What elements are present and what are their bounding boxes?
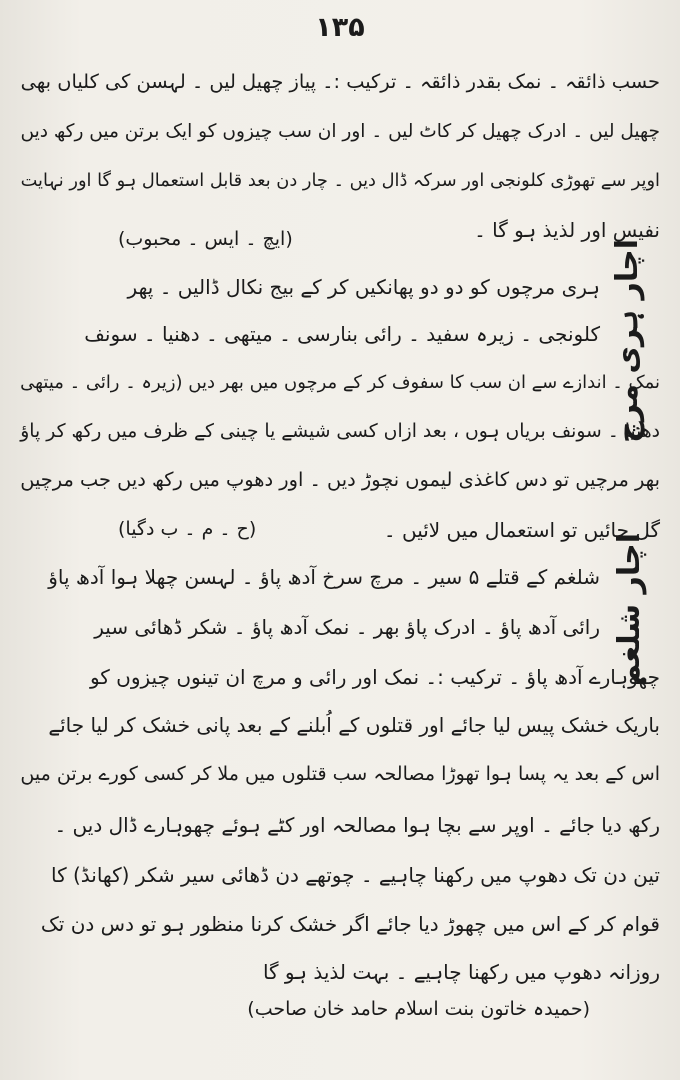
text-line: کلونجی ۔ زیرہ سفید ۔ رائی بنارسی ۔ میتھی ۔ دھنیا ۔ سونف — [84, 322, 600, 346]
text-line: نفیس اور لذیذ ہو گا ۔ — [474, 218, 660, 242]
text-line: رکھ دیا جائے ۔ اوپر سے بچا ہوا مصالحہ اور کٹے ہوئے چھوہارے ڈال دیں ۔ — [54, 813, 660, 837]
text-line: روزانہ دھوپ میں رکھنا چاہیے ۔ بہت لذیذ ہو گا — [262, 960, 660, 984]
text-line: حسب ذائقہ ۔ نمک بقدر ذائقہ ۔ ترکیب :۔ پیاز چھیل لیں ۔ لہسن کی کلیاں بھی — [20, 70, 660, 93]
text-line: نمک ۔ اندازے سے ان سب کا سفوف کر کے مرچوں میں بھر دیں (زیرہ ۔ رائی ۔ میتھی — [20, 372, 660, 393]
recipe-heading: اچار شلغم — [612, 533, 647, 687]
text-line: بھر مرچیں تو دس کاغذی لیموں نچوڑ دیں ۔ اور دھوپ میں رکھ دیں جب مرچیں — [20, 468, 660, 491]
text-line: اوپر سے تھوڑی کلونجی اور سرکہ ڈال دیں ۔ چار دن بعد قابل استعمال ہو گا اور نہایت — [20, 170, 660, 191]
text-line: چھیل لیں ۔ ادرک چھیل کر کاٹ لیں ۔ اور ان سب چیزوں کو ایک برتن میں رکھ دیں — [20, 121, 660, 142]
signature: (ح ۔ م ۔ ب دگیا) — [118, 518, 257, 540]
text-line: قوام کر کے اس میں چھوڑ دیا جائے اگر خشک کرنا منظور ہو تو دس دن تک — [40, 912, 660, 936]
text-line: اس کے بعد یہ پسا ہوا تھوڑا مصالحہ سب قتلوں میں ملا کر کسی کورے برتن میں — [20, 763, 660, 785]
text-line: تین دن تک دھوپ میں رکھنا چاہیے ۔ چوتھے دن ڈھائی سیر شکر (کھانڈ) کا — [50, 863, 660, 887]
text-line: شلغم کے قتلے ۵ سیر ۔ مرچ سرخ آدھ پاؤ ۔ لہسن چھلا ہوا آدھ پاؤ — [48, 565, 600, 589]
text-line: ہری مرچوں کو دو دو پھانکیں کر کے بیج نکال ڈالیں ۔ پھر — [127, 275, 600, 299]
text-line: چھوہارے آدھ پاؤ ۔ ترکیب :۔ نمک اور رائی و مرچ ان تینوں چیزوں کو — [89, 665, 660, 689]
recipe-heading: اچار ہری مرچ — [610, 239, 645, 443]
signature: (حمیدہ خاتون بنت اسلام حامد خان صاحب) — [247, 998, 590, 1020]
page-number: ۱۳۵ — [315, 12, 365, 43]
text-line: دھنیا ۔ سونف بریاں ہوں ، بعد ازاں کسی شیشے یا چینی کے ظرف میں رکھ کر پاؤ — [20, 421, 660, 442]
text-line: باریک خشک پیس لیا جائے اور قتلوں کے اُبلنے کے بعد پانی خشک کر لیا جائے — [48, 713, 660, 737]
signature: (ایچ ۔ ایس ۔ محبوب) — [118, 228, 293, 250]
text-line: گل جائیں تو استعمال میں لائیں ۔ — [383, 518, 660, 542]
text-line: رائی آدھ پاؤ ۔ ادرک پاؤ بھر ۔ نمک آدھ پاؤ ۔ شکر ڈھائی سیر — [94, 615, 600, 639]
